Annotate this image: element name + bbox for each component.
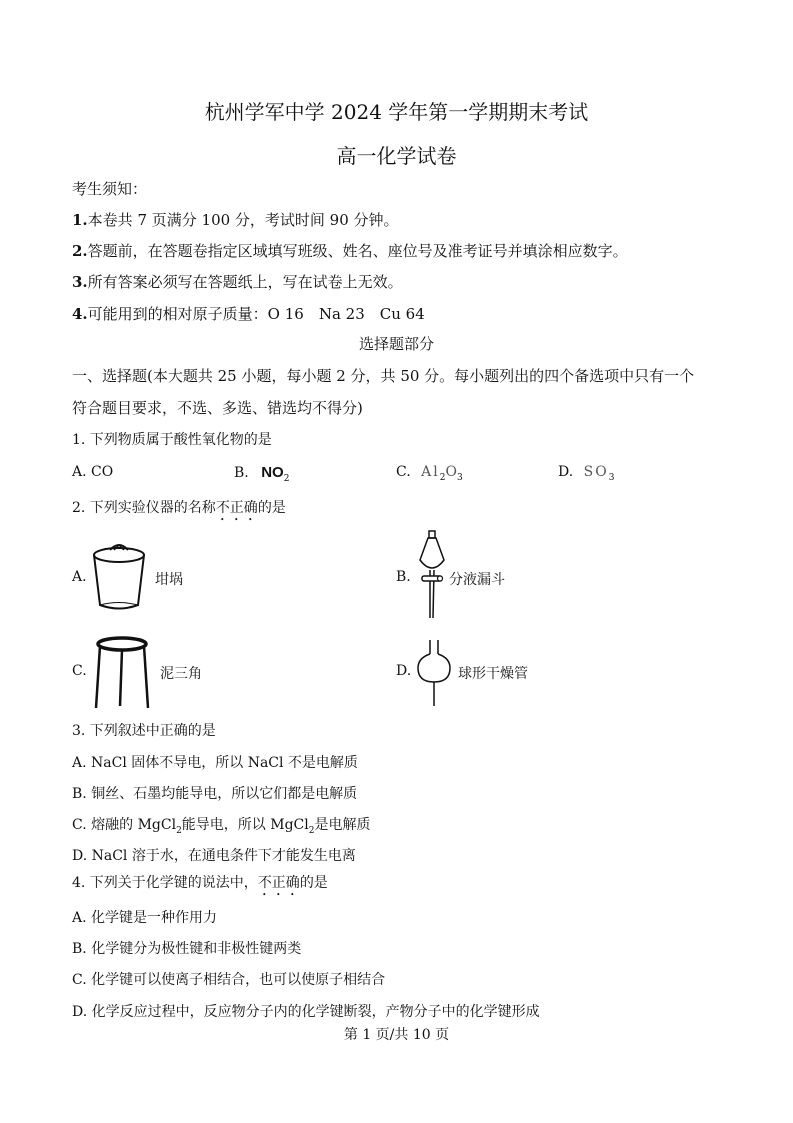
separatory-funnel-icon bbox=[416, 530, 448, 620]
q3-stem: 3. 下列叙述中正确的是 bbox=[72, 723, 216, 739]
q4-option-d: D. 化学反应过程中，反应物分子内的化学键断裂，产物分子中的化学键形成 bbox=[72, 1004, 540, 1020]
section-intro-line1: 一、选择题(本大题共 25 小题，每小题 2 分，共 50 分。每小题列出的四个备选项中只有一个 bbox=[72, 367, 695, 385]
q2-a-name: 坩埚 bbox=[155, 572, 183, 588]
q1-stem: 1. 下列物质属于酸性氧化物的是 bbox=[72, 432, 272, 448]
q1-option-a: A. CO bbox=[72, 464, 114, 480]
notice-item-4: 4.可能用到的相对原子质量：O 16 Na 23 Cu 64 bbox=[72, 305, 425, 323]
q1-option-b: B. $NO_2$ bbox=[234, 464, 290, 484]
clay-triangle-icon bbox=[94, 634, 150, 710]
q2-stem: 2. 下列实验仪器的名称不正确的是 bbox=[72, 500, 286, 516]
q3-option-a: A. NaCl 固体不导电，所以 NaCl 不是电解质 bbox=[72, 755, 358, 771]
crucible-icon bbox=[88, 538, 150, 614]
q2-a-label: A. bbox=[72, 569, 87, 585]
q1-option-c: C. $Al_2O_3$ bbox=[396, 464, 463, 483]
exam-title: 杭州学军中学 2024 学年第一学期期末考试 bbox=[204, 100, 589, 124]
q2-c-label: C. bbox=[72, 663, 87, 679]
q4-stem: 4. 下列关于化学键的说法中，不正确的是 bbox=[72, 875, 328, 891]
q2-d-label: D. bbox=[396, 663, 412, 679]
section-intro-line2: 符合题目要求，不选、多选、错选均不得分) bbox=[72, 399, 363, 417]
notice-item-2: 2.答题前，在答题卷指定区域填写班级、姓名、座位号及准考证号并填涂相应数字。 bbox=[72, 242, 628, 260]
q3-option-d: D. NaCl 溶于水，在通电条件下才能发生电离 bbox=[72, 848, 356, 864]
q2-d-name: 球形干燥管 bbox=[458, 666, 528, 682]
q3-option-b: B. 铜丝、石墨均能导电，所以它们都是电解质 bbox=[72, 786, 358, 802]
notice-heading: 考生须知： bbox=[72, 180, 148, 198]
q4-option-a: A. 化学键是一种作用力 bbox=[72, 910, 218, 926]
notice-item-3: 3.所有答案必须写在答题纸上，写在试卷上无效。 bbox=[72, 273, 403, 291]
q4-option-c: C. 化学键可以使离子相结合，也可以使原子相结合 bbox=[72, 972, 386, 988]
q2-b-label: B. bbox=[396, 569, 411, 585]
drying-tube-icon bbox=[416, 638, 452, 708]
notice-item-1: 1.本卷共 7 页满分 100 分，考试时间 90 分钟。 bbox=[72, 211, 399, 229]
page-footer: 第 1 页/共 10 页 bbox=[343, 1027, 450, 1043]
section-label: 选择题部分 bbox=[358, 335, 434, 353]
q2-b-name: 分液漏斗 bbox=[449, 572, 505, 588]
q1-option-d: D. $SO_3$ bbox=[558, 464, 615, 483]
q4-option-b: B. 化学键分为极性键和非极性键两类 bbox=[72, 941, 302, 957]
exam-subtitle: 高一化学试卷 bbox=[336, 144, 457, 168]
q2-c-name: 泥三角 bbox=[160, 666, 202, 682]
q3-option-c: C. 熔融的 MgCl$_2$能导电，所以 MgCl$_2$是电解质 bbox=[72, 817, 371, 836]
